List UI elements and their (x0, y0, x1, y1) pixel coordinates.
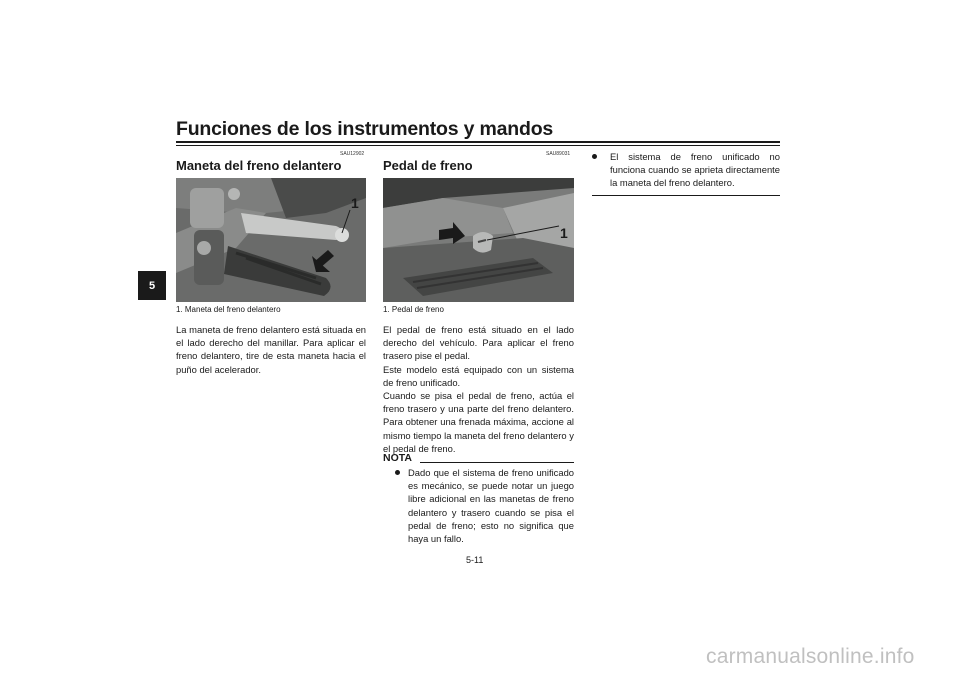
page-title: Funciones de los instrumentos y mandos (176, 118, 554, 140)
figure-caption: 1. Maneta del freno delantero (176, 305, 281, 314)
brake-pedal-figure (383, 178, 574, 302)
figure-callout: 1 (560, 225, 568, 241)
body-paragraph: Cuando se pisa el pedal de freno, actúa el freno trasero y una parte del freno delantero. Para obtener una frenada máxima, accione al mismo tiempo la maneta del freno delantero y el pedal de freno. (383, 390, 574, 454)
note-bullet (395, 466, 574, 545)
right-bullet (592, 150, 780, 190)
brake-pedal-illustration (383, 178, 574, 302)
front-brake-lever-figure (176, 178, 366, 302)
front-brake-lever-illustration (176, 178, 366, 302)
bullet-dot (592, 154, 597, 159)
watermark: carmanualsonline.info (706, 645, 915, 668)
note-label: NOTA (383, 452, 412, 464)
note-rule (420, 462, 574, 463)
title-rule-thin (176, 145, 780, 146)
title-rule (176, 141, 780, 143)
section-heading: Pedal de freno (383, 158, 473, 173)
body-paragraph: Este modelo está equipado con un sistema de freno unificado. (383, 363, 574, 388)
body-paragraph: El pedal de freno está situado en el lado derecho del vehículo. Para aplicar el freno trasero pise el pedal. (383, 324, 574, 362)
section-code: SAU89031 (546, 151, 571, 157)
bullet-dot (395, 470, 400, 475)
figure-caption: 1. Pedal de freno (383, 305, 444, 314)
chapter-tab: 5 (138, 271, 166, 300)
section-heading: Maneta del freno delantero (176, 158, 342, 173)
page-number: 5-11 (466, 555, 484, 565)
middle-body (383, 323, 574, 455)
right-bullet-text: El sistema de freno unificado no funciona cuando se aprieta directamente la maneta del freno delantero. (610, 151, 780, 189)
section-code: SAU12902 (340, 151, 365, 157)
note-end-rule (592, 195, 780, 196)
figure-callout: 1 (351, 195, 359, 211)
body-paragraph: La maneta de freno delantero está situada en el lado derecho del manillar. Para aplicar el freno delantero, tire de esta maneta hacia el puño del acelerador. (176, 324, 366, 375)
note-bullet-text: Dado que el sistema de freno unificado es mecánico, se puede notar un juego libre adicional en las manetas de freno delantero y trasero cuando se pisa el pedal de freno; esto no significa que haya un fallo. (408, 467, 574, 545)
